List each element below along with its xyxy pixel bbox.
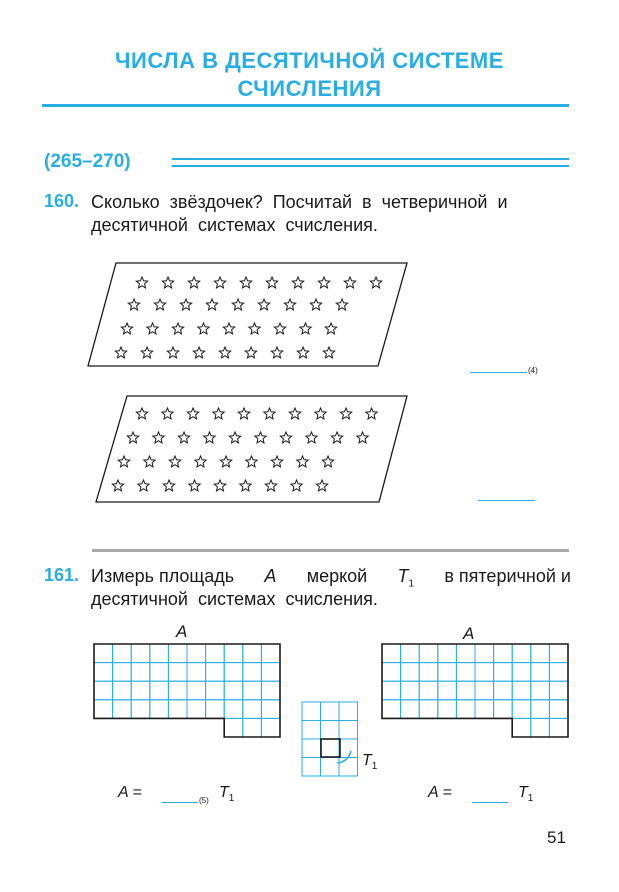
grid-cell: [419, 663, 438, 682]
grid-cell: [531, 681, 550, 700]
grid-cell: [302, 702, 321, 721]
grid-cell: [419, 644, 438, 663]
equation-left: [118, 784, 142, 802]
grid-cell: [512, 663, 531, 682]
equation-right-lhs: A =: [428, 784, 452, 801]
section-range: (265–270): [44, 151, 131, 172]
grid-cell: [401, 644, 420, 663]
equation-right-blank[interactable]: [472, 802, 508, 803]
equation-left-blank[interactable]: [162, 802, 198, 803]
grid-cell: [224, 681, 243, 700]
grid-cell: [512, 681, 531, 700]
task-160-line2: десятичной системах счисления.: [91, 215, 378, 235]
unit-t1-label: $T_1$: [362, 752, 378, 773]
grid-cell: [456, 663, 475, 682]
grid-cell: [224, 718, 243, 737]
grid-cell: [206, 663, 225, 682]
grid-cell: [243, 644, 262, 663]
grid-cell: [206, 644, 225, 663]
grid-cell: [302, 721, 321, 740]
grid-cell: [494, 700, 513, 719]
grid-cell: [150, 644, 169, 663]
grid-cell: [382, 681, 401, 700]
task-161-text-b: меркой: [306, 566, 368, 586]
grid-cell: [168, 681, 187, 700]
grid-cell: [419, 700, 438, 719]
grid-cell: [94, 700, 113, 719]
task-161-line2: десятичной системах счисления.: [91, 589, 378, 609]
page-number: 51: [547, 828, 566, 847]
grid-cell: [168, 644, 187, 663]
grid-cell: [187, 644, 206, 663]
grid-cell: [131, 700, 150, 719]
grid-cell: [401, 681, 420, 700]
grid-cell: [224, 663, 243, 682]
grid-cell: [456, 681, 475, 700]
grid-cell: [339, 721, 358, 740]
grid-cell: [113, 644, 132, 663]
grid-cell: [549, 663, 568, 682]
grid-cell: [531, 700, 550, 719]
grid-cell: [302, 739, 321, 758]
grid-cell: [187, 700, 206, 719]
task-160-number: 160.: [44, 191, 80, 211]
grid-cell: [150, 663, 169, 682]
grid-cell: [131, 681, 150, 700]
grid-cell: [168, 700, 187, 719]
grid-cell: [531, 718, 550, 737]
grid-cell: [302, 758, 321, 777]
grid-cell: [131, 663, 150, 682]
equation-left-unit: $T_1$: [219, 784, 235, 805]
grid-cell: [456, 700, 475, 719]
grid-cell: [512, 700, 531, 719]
grid-cell: [321, 721, 340, 740]
grid-cell: [549, 644, 568, 663]
page-title-line2: СЧИСЛЕНИЯ: [237, 76, 382, 101]
grid-cell: [438, 663, 457, 682]
grid-cell: [243, 718, 262, 737]
equation-left-lhs: A =: [118, 784, 142, 801]
grid-cell: [382, 644, 401, 663]
task-161-var-a: A: [264, 566, 277, 586]
grid-cell: [456, 644, 475, 663]
grid-cell: [224, 644, 243, 663]
grid-cell: [261, 700, 280, 719]
grid-cell: [475, 681, 494, 700]
grid-cell: [494, 644, 513, 663]
grid-cell: [224, 700, 243, 719]
grid-cell: [531, 663, 550, 682]
grid-cell: [475, 644, 494, 663]
equation-right-unit: $T_1$: [518, 784, 534, 805]
grid-cell: [401, 663, 420, 682]
grid-cell: [150, 700, 169, 719]
equation-left-base: (5): [199, 796, 209, 805]
page-title-line1: ЧИСЛА В ДЕСЯТИЧНОЙ СИСТЕМЕ: [115, 48, 504, 73]
grid-cell: [339, 758, 358, 777]
grid-cell: [512, 718, 531, 737]
task-161-var-t: $T_1$: [397, 566, 415, 590]
grid-cell: [512, 644, 531, 663]
grid-cell: [131, 644, 150, 663]
grid-cell: [321, 739, 340, 758]
grid-cell: [243, 681, 262, 700]
grid-cell: [321, 758, 340, 777]
left-area-grid: [94, 644, 280, 737]
grid-cell: [419, 681, 438, 700]
grid-cell: [549, 718, 568, 737]
answer-blank-1-base: (4): [528, 366, 538, 375]
grid-cell: [261, 718, 280, 737]
grid-cell: [206, 681, 225, 700]
grid-cell: [549, 681, 568, 700]
grid-cell: [339, 702, 358, 721]
grid-cell: [321, 702, 340, 721]
grid-cell: [94, 681, 113, 700]
grid-cell: [168, 663, 187, 682]
task-161-text-a: Измерь площадь: [91, 566, 235, 586]
grid-cell: [438, 681, 457, 700]
grid-cell: [261, 663, 280, 682]
grid-cell: [94, 644, 113, 663]
grid-cell: [113, 681, 132, 700]
grid-cell: [187, 663, 206, 682]
grid-cell: [382, 663, 401, 682]
right-figure-label: A: [463, 624, 475, 643]
grid-cell: [475, 700, 494, 719]
grid-cell: [113, 700, 132, 719]
grid-cell: [261, 644, 280, 663]
grid-cell: [494, 681, 513, 700]
unit-t1-square: [321, 739, 340, 757]
grid-cell: [494, 663, 513, 682]
grid-cell: [206, 700, 225, 719]
right-area-grid: [382, 644, 568, 737]
grid-cell: [113, 663, 132, 682]
grid-cell: [187, 681, 206, 700]
grid-cell: [94, 663, 113, 682]
grid-cell: [549, 700, 568, 719]
grid-cell: [475, 663, 494, 682]
left-figure-label: A: [176, 622, 188, 641]
task-161-text-c: в пятеричной и: [444, 566, 571, 586]
grid-cell: [438, 644, 457, 663]
grid-cell: [438, 700, 457, 719]
grid-cell: [339, 739, 358, 758]
grid-cell: [382, 700, 401, 719]
task-161-number: 161.: [44, 565, 80, 585]
grid-cell: [531, 644, 550, 663]
grid-cell: [243, 663, 262, 682]
grid-cell: [401, 700, 420, 719]
grid-cell: [261, 681, 280, 700]
grid-cell: [150, 681, 169, 700]
task-160-line1: Сколько звёздочек? Посчитай в четверичной и: [91, 192, 508, 212]
equation-right: [428, 784, 452, 802]
grid-cell: [243, 700, 262, 719]
